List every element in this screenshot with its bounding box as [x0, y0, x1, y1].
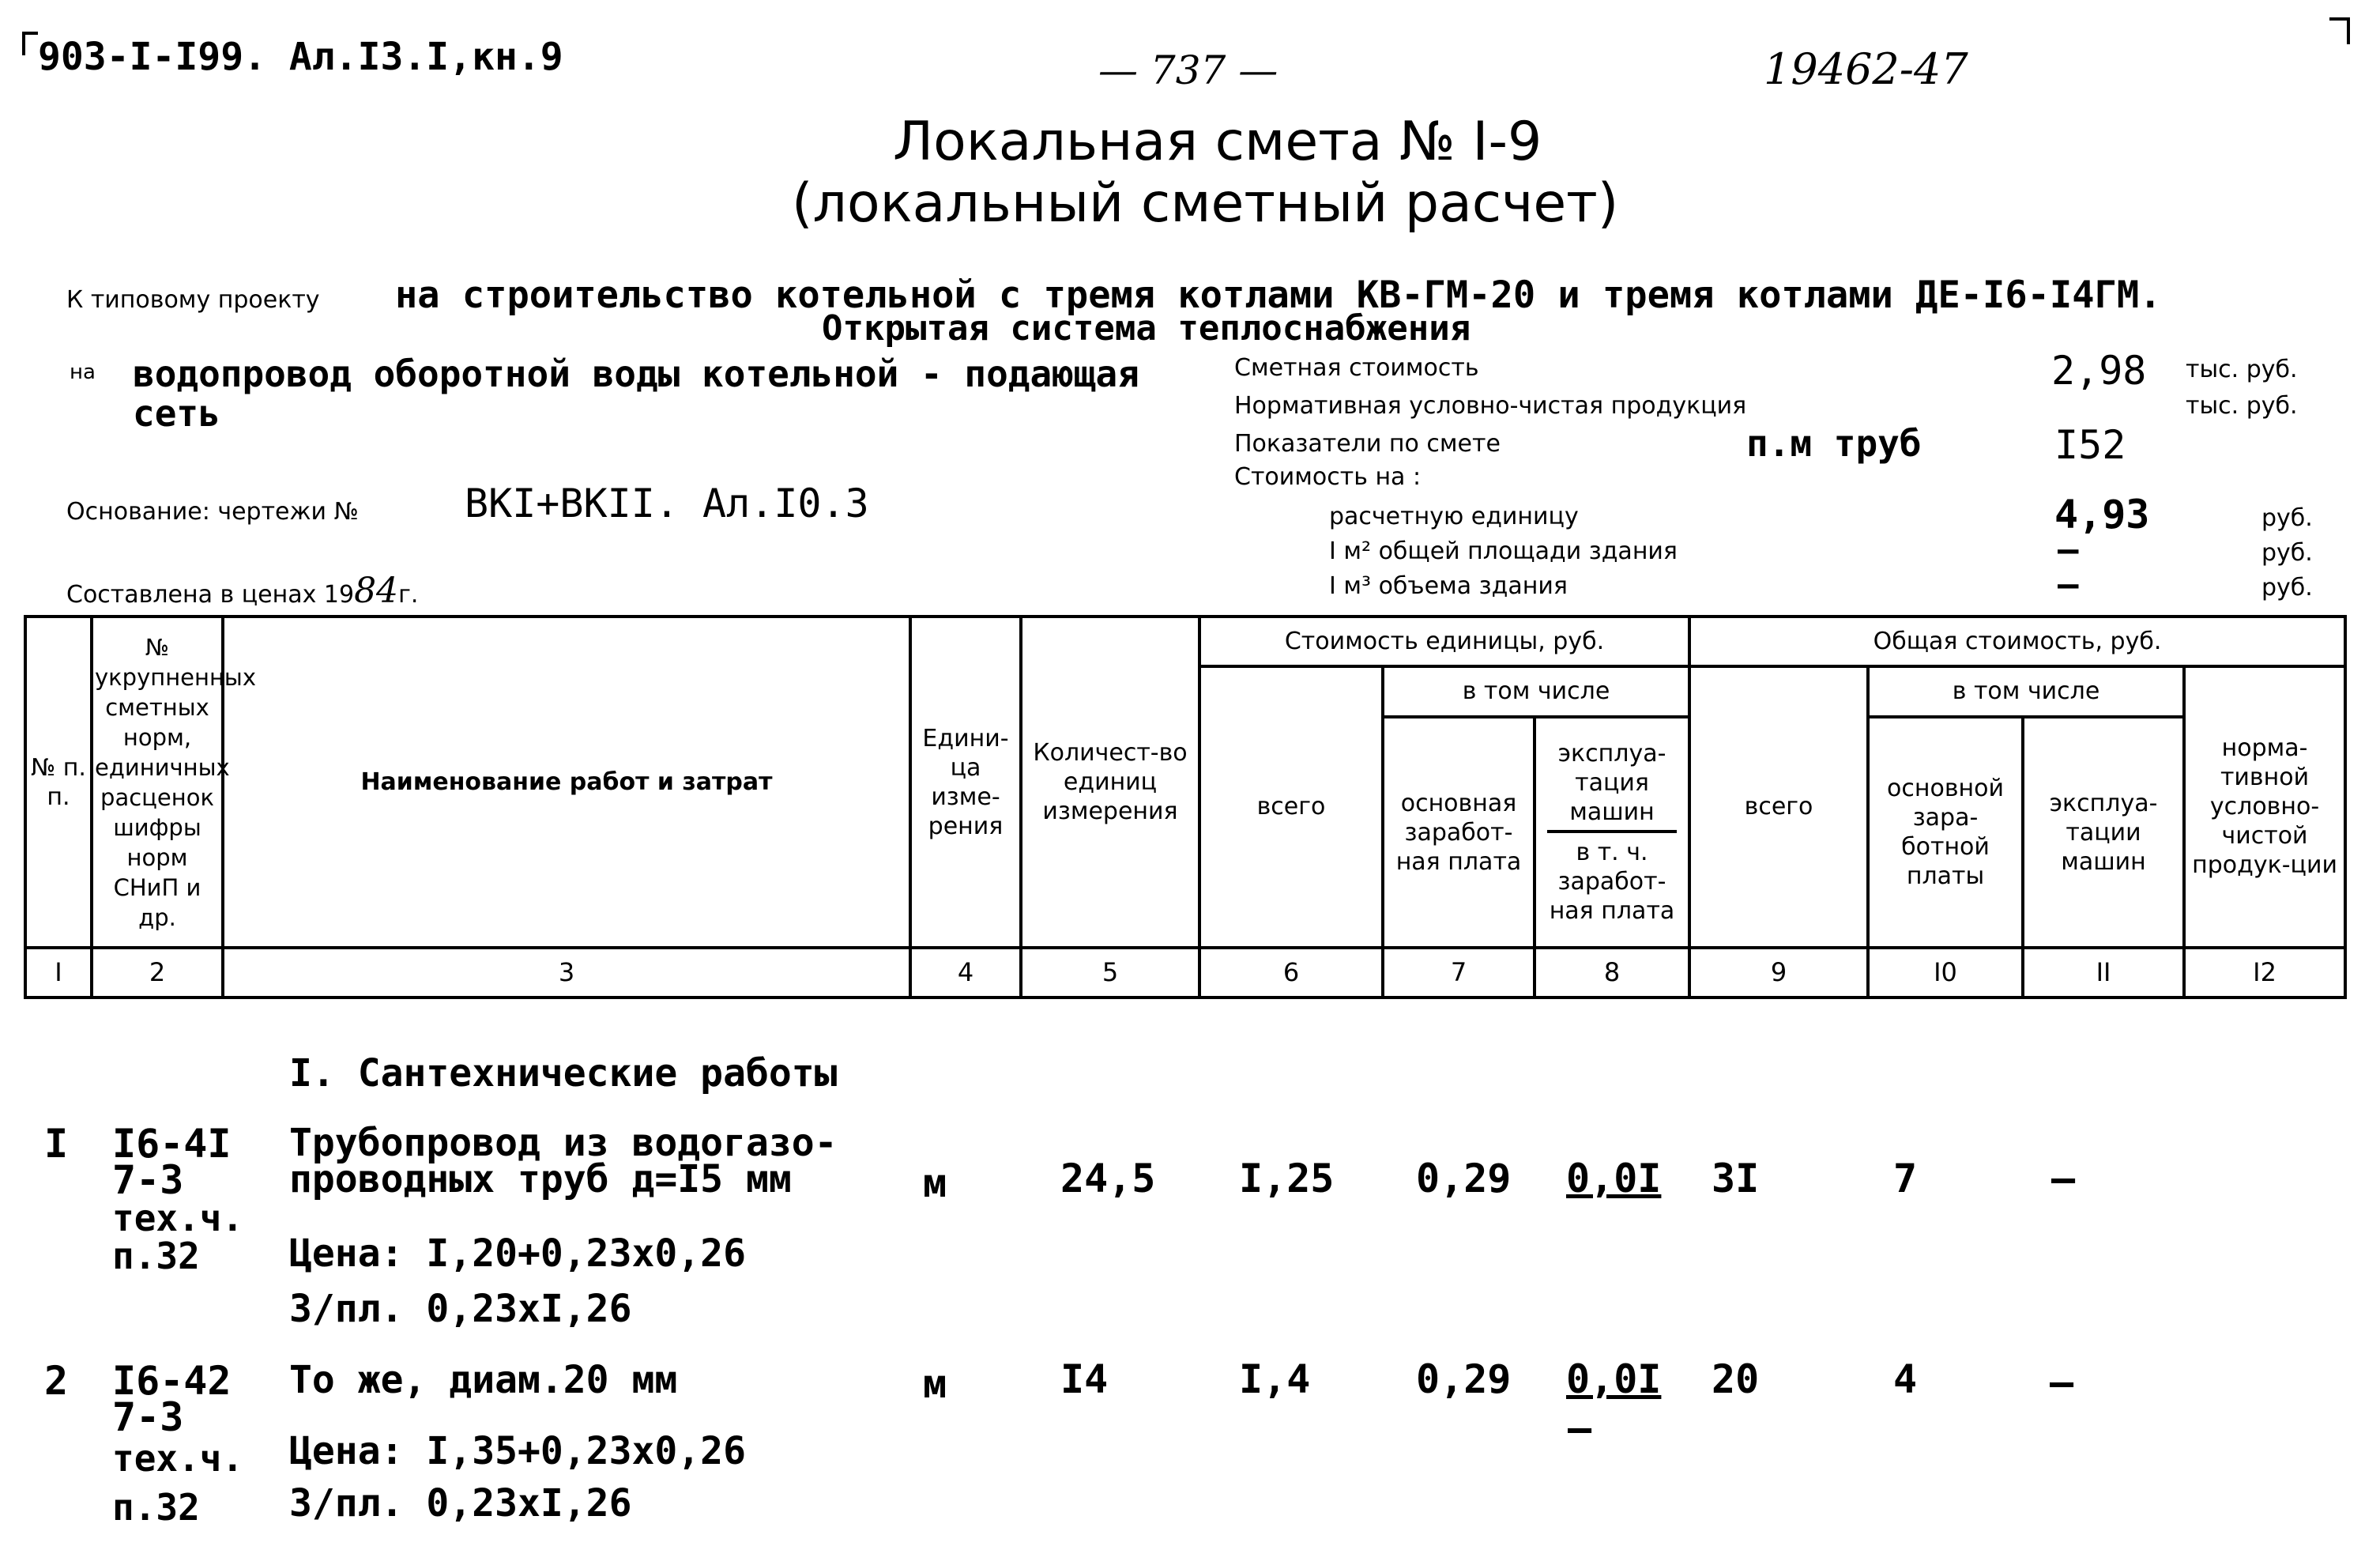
col-header-4: Едини-ца изме-рения [910, 617, 1021, 948]
normative-unit: тыс. руб. [2186, 392, 2298, 420]
per-m2-unit: руб. [2261, 539, 2313, 567]
row-code-1: I6-42 [112, 1358, 232, 1404]
prices-label [66, 571, 418, 611]
row-number: 2 [44, 1358, 69, 1404]
page-number: — 737 — [1098, 47, 1278, 93]
row-unit: м [923, 1361, 947, 1407]
col-number-12: I2 [2184, 948, 2345, 998]
row-unit-wage: 0,29 [1416, 1356, 1512, 1402]
col-header-10: основной зара-ботной платы [1868, 717, 2023, 948]
row-sum-total: 20 [1712, 1356, 1760, 1402]
row-sum-total: 3I [1712, 1156, 1760, 1201]
col-header-11: эксплуа-тации машин [2023, 717, 2184, 948]
row-unit-wage: 0,29 [1416, 1156, 1512, 1201]
col-header-7: основная заработ-ная плата [1383, 717, 1535, 948]
page-subtitle: (локальный сметный расчет) [792, 172, 1619, 235]
row-unit-machine-sub: – [1568, 1405, 1592, 1451]
col-number-11: II [2023, 948, 2184, 998]
row-code-2: 7-3 [112, 1394, 184, 1440]
per-m3-value: – [2058, 564, 2079, 605]
col-header-9: всего [1689, 666, 1868, 948]
per-m3-label: I м³ объема здания [1329, 572, 1568, 600]
indicators-value: I52 [2054, 422, 2126, 468]
row-name-1: Трубопровод из водогазо- [289, 1121, 838, 1165]
basis-label: Основание: чертежи № [66, 498, 359, 526]
per-unit-unit: руб. [2261, 504, 2313, 532]
row-name-1: То же, диам.20 мм [289, 1358, 678, 1402]
col-header-12: норма-тивной условно-чистой продук-ции [2184, 666, 2345, 948]
indicators-label: Показатели по смете [1234, 430, 1501, 458]
row-sum-machine: – [2051, 1156, 2076, 1201]
row-qty: 24,5 [1060, 1156, 1156, 1201]
col-header-6: всего [1199, 666, 1383, 948]
row-unit-total: I,25 [1239, 1156, 1335, 1201]
row-price: Цена: I,20+0,23х0,26 [289, 1231, 746, 1276]
row-code-3: тех.ч. [112, 1197, 244, 1239]
estimated-cost-label: Сметная стоимость [1234, 354, 1479, 382]
row-qty: I4 [1060, 1356, 1109, 1402]
col-header-2: № укрупненных сметных норм, единичных расценок шифры норм СНиП и др. [92, 617, 223, 948]
normative-label: Нормативная условно-чистая продукция [1234, 392, 1747, 420]
object-line1: водопровод оборотной воды котельной - подающая [133, 353, 1139, 395]
col-number-10: I0 [1868, 948, 2023, 998]
col-number-3: 3 [223, 948, 910, 998]
col-number-4: 4 [910, 948, 1021, 998]
col-header-5: Количест-во единиц измерения [1021, 617, 1199, 948]
group-unit-cost: Стоимость единицы, руб. [1199, 617, 1689, 666]
per-m3-unit: руб. [2261, 574, 2313, 602]
prices-suffix: г. [398, 581, 419, 609]
col-number-6: 6 [1199, 948, 1383, 998]
col-header-8-bottom: в т. ч. заработ-ная плата [1549, 839, 1675, 926]
row-sum-wage: 7 [1893, 1156, 1918, 1201]
col-number-2: 2 [92, 948, 223, 998]
row-code-1: I6-4I [112, 1121, 232, 1167]
page-title: Локальная смета № I-9 [893, 111, 1542, 173]
col-header-1: № п. п. [25, 617, 92, 948]
document-code: 903-I-I99. Ал.I3.I,кн.9 [38, 35, 563, 79]
col-number-8: 8 [1535, 948, 1689, 998]
estimate-header-table [24, 615, 2347, 999]
col-header-8 [1535, 717, 1689, 948]
row-code-3: тех.ч. [112, 1437, 244, 1480]
incl-header-2: в том числе [1868, 666, 2184, 718]
object-line2: сеть [133, 392, 220, 435]
row-sum-machine: – [2050, 1360, 2074, 1405]
estimated-cost-value: 2,98 [2051, 348, 2147, 394]
row-unit: м [923, 1160, 947, 1206]
row-salary: З/пл. 0,23хI,26 [289, 1287, 632, 1331]
col-header-3: Наименование работ и затрат [223, 617, 910, 948]
prices-year: 84 [354, 571, 399, 611]
project-name-line1: на строительство котельной с тремя котлами КВ-ГМ-20 и тремя котлами ДЕ-I6-I4ГМ. [395, 273, 2162, 317]
per-m2-value: – [2058, 530, 2079, 570]
row-name-2: проводных труб д=I5 мм [289, 1157, 792, 1201]
project-name-line2: Открытая система теплоснабжения [822, 308, 1471, 349]
row-price: Цена: I,35+0,23х0,26 [289, 1429, 746, 1473]
corner-mark-left [22, 32, 38, 55]
row-code-4: п.32 [112, 1486, 200, 1529]
estimated-cost-unit: тыс. руб. [2186, 356, 2298, 383]
col-number-1: I [25, 948, 92, 998]
per-unit-value: 4,93 [2054, 492, 2150, 537]
per-unit-label: расчетную единицу [1329, 503, 1579, 530]
col-number-7: 7 [1383, 948, 1535, 998]
row-code-2: 7-3 [112, 1157, 184, 1203]
cost-per-label: Стоимость на : [1234, 463, 1422, 491]
group-total-cost: Общая стоимость, руб. [1689, 617, 2345, 666]
row-salary: З/пл. 0,23хI,26 [289, 1481, 632, 1525]
section-title: I. Сантехнические работы [289, 1051, 838, 1096]
handwritten-number: 19462-47 [1764, 44, 1968, 94]
incl-header-1: в том числе [1383, 666, 1689, 718]
col-number-5: 5 [1021, 948, 1199, 998]
row-sum-wage: 4 [1893, 1356, 1918, 1402]
col-number-9: 9 [1689, 948, 1868, 998]
basis-value: ВКI+ВКII. Ал.I0.3 [465, 481, 869, 526]
per-m2-label: I м² общей площади здания [1329, 537, 1678, 565]
corner-mark-right [2329, 17, 2350, 44]
prices-label-text: Составлена в ценах 19 [66, 581, 355, 609]
row-unit-machine: 0,0I [1566, 1356, 1662, 1402]
indicators-unit: п.м труб [1746, 422, 1922, 465]
object-label: на [70, 360, 96, 384]
row-unit-machine: 0,0I [1566, 1156, 1662, 1201]
row-code-4: п.32 [112, 1235, 200, 1277]
col-header-8-top: эксплуа-тация машин [1547, 739, 1677, 833]
project-prefix: К типовому проекту [66, 286, 320, 314]
row-unit-total: I,4 [1239, 1356, 1311, 1402]
row-number: I [44, 1121, 69, 1167]
